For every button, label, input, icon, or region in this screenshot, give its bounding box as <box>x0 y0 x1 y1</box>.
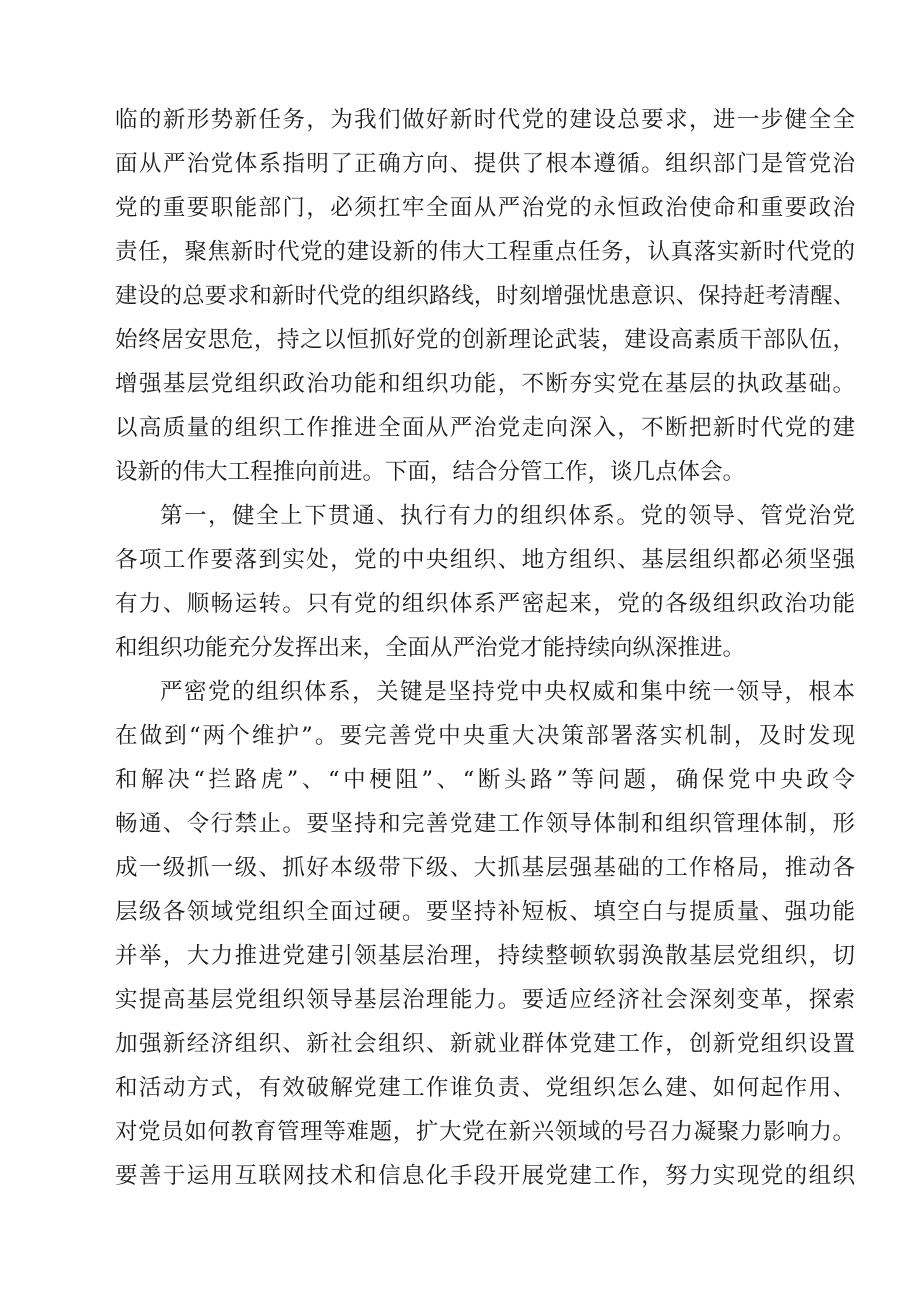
text-line: 和组织功能充分发挥出来，全面从严治党才能持续向纵深推进。 <box>115 635 746 661</box>
text-line: 以高质量的组织工作推进全面从严治党走向深入，不断把新时代党的建 <box>115 415 855 441</box>
text-line: 增强基层党组织政治功能和组织功能，不断夯实党在基层的执政基础。 <box>115 371 855 397</box>
text-line: 实提高基层党组织领导基层治理能力。要适应经济社会深刻变革，探索 <box>115 987 855 1013</box>
text-line: 加强新经济组织、新社会组织、新就业群体党建工作，创新党组织设置 <box>115 1031 855 1057</box>
text-line: 各项工作要落到实处，党的中央组织、地方组织、基层组织都必须坚强 <box>115 547 855 573</box>
text-line: 要善于运用互联网技术和信息化手段开展党建工作，努力实现党的组织 <box>115 1163 855 1189</box>
paragraph-first-line: 第一，健全上下贯通、执行有力的组织体系。党的领导、管党治党 <box>160 503 855 529</box>
text-line: 成一级抓一级、抓好本级带下级、大抓基层强基础的工作格局，推动各 <box>115 855 855 881</box>
text-line: 始终居安思危，持之以恒抓好党的创新理论武装，建设高素质干部队伍， <box>115 327 855 353</box>
text-line: 和解决“拦路虎”、“中梗阻”、“断头路”等问题，确保党中央政令 <box>115 767 855 793</box>
text-line: 对党员如何教育管理等难题，扩大党在新兴领域的号召力凝聚力影响力。 <box>115 1119 855 1145</box>
text-line: 面从严治党体系指明了正确方向、提供了根本遵循。组织部门是管党治 <box>115 151 855 177</box>
text-line: 临的新形势新任务，为我们做好新时代党的建设总要求，进一步健全全 <box>115 107 855 133</box>
text-line: 党的重要职能部门，必须扛牢全面从严治党的永恒政治使命和重要政治 <box>115 195 855 221</box>
text-line: 建设的总要求和新时代党的组织路线，时刻增强忧患意识、保持赶考清醒、 <box>115 283 855 309</box>
text-line: 并举，大力推进党建引领基层治理，持续整顿软弱涣散基层党组织，切 <box>115 943 855 969</box>
text-line: 和活动方式，有效破解党建工作谁负责、党组织怎么建、如何起作用、 <box>115 1075 855 1101</box>
text-line: 层级各领域党组织全面过硬。要坚持补短板、填空白与提质量、强功能 <box>115 899 855 925</box>
text-line: 畅通、令行禁止。要坚持和完善党建工作领导体制和组织管理体制，形 <box>115 811 855 837</box>
text-line: 设新的伟大工程推向前进。下面，结合分管工作，谈几点体会。 <box>115 459 746 485</box>
text-line: 责任，聚焦新时代党的建设新的伟大工程重点任务，认真落实新时代党的 <box>115 239 855 265</box>
paragraph-first-line: 严密党的组织体系，关键是坚持党中央权威和集中统一领导，根本 <box>160 679 855 705</box>
text-line: 在做到“两个维护”。要完善党中央重大决策部署落实机制，及时发现 <box>115 723 855 749</box>
text-line: 有力、顺畅运转。只有党的组织体系严密起来，党的各级组织政治功能 <box>115 591 855 617</box>
